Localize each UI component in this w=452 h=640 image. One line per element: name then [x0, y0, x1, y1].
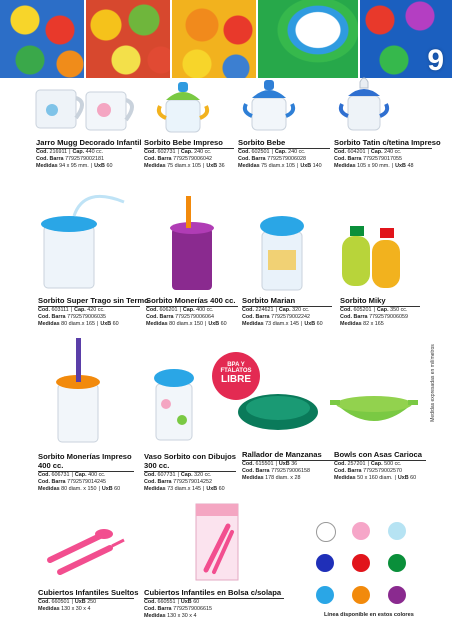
- color-swatch: [352, 554, 370, 572]
- product-measures-line: Medidas 75 diam.x 105 | UxB 140: [238, 163, 322, 169]
- color-swatch: [316, 554, 334, 572]
- badge-line-2: FTALATOS: [220, 368, 252, 374]
- color-swatch: [388, 522, 406, 540]
- product-barcode-line: Cod. Barra 7792579017055: [334, 156, 403, 162]
- monerias-impreso-image: [56, 338, 100, 442]
- product-cod-line: Cod. 607731 | Cap. 320 cc.: [144, 472, 212, 478]
- product-cod-line: Cod. 606731 | Cap. 400 cc.: [38, 472, 106, 478]
- product-barcode-line: Cod. Barra 7792579006615: [144, 606, 213, 612]
- product-title: Sorbito Monerías 400 cc.: [146, 296, 238, 307]
- banner-tile-candy-2: [86, 0, 170, 78]
- product-barcode-line: Cod. Barra 7792579006035: [38, 314, 107, 320]
- color-swatch: [316, 586, 334, 604]
- product-cod-line: Cod. 604201 | Cap. 240 cc.: [334, 149, 402, 155]
- super-trago-image: [41, 196, 124, 288]
- product-super-trago: [38, 296, 149, 328]
- product-jarro: [36, 138, 142, 170]
- sorbito-bebe-image: [245, 80, 293, 130]
- mug-image: [36, 90, 132, 130]
- product-barcode-line: Cod. Barra 7792579006042: [144, 156, 213, 162]
- badge-line-1: BPA Y: [227, 362, 245, 368]
- product-cubiertos-sueltos: [38, 588, 139, 613]
- product-measures-line: Medidas 73 diam.x 145 | UxB 60: [144, 486, 225, 492]
- measures-note-text: Medidas expresadas en milímetros: [430, 344, 436, 422]
- product-monerias-400: [146, 296, 238, 328]
- banner-tile-candy: [0, 0, 84, 78]
- product-sorbito-bebe: [238, 138, 330, 170]
- product-measures-line: Medidas 178 diam. x 28: [242, 475, 301, 481]
- product-barcode-line: Cod. Barra 7792579014252: [144, 479, 213, 485]
- bpa-free-badge: [212, 352, 260, 400]
- header-banner: [0, 0, 452, 78]
- color-swatch: [352, 586, 370, 604]
- banner-tile-plate: [258, 0, 358, 78]
- product-title: Sorbito Super Trago sin Termo: [38, 296, 149, 305]
- product-vaso-dibujos: [144, 452, 236, 493]
- product-title: Sorbito Tatin c/tetina Impreso: [334, 138, 441, 147]
- product-title: Sorbito Bebe Impreso: [144, 138, 234, 149]
- color-swatch: [316, 522, 336, 542]
- product-measures-line: Medidas 80 diam.x 165 | UxB 60: [38, 321, 119, 327]
- product-measures-line: Medidas 80 diam. x 150 | UxB 60: [38, 486, 121, 492]
- measures-note: [424, 330, 436, 440]
- marian-image: [260, 216, 304, 290]
- product-barcode-line: Cod. Barra 7792579006028: [238, 156, 307, 162]
- miky-image: [342, 226, 400, 288]
- cubiertos-bolsa-image: [196, 504, 238, 580]
- product-title: Bowls con Asas Carioca: [334, 450, 426, 461]
- product-cod-line: Cod. 660501 | UxB 250: [38, 599, 97, 605]
- product-cod-line: Cod. 660551 | UxB 60: [144, 599, 200, 605]
- product-cod-line: Cod. 605201 | Cap. 350 cc.: [340, 307, 408, 313]
- product-cod-line: Cod. 606201 | Cap. 400 cc.: [146, 307, 214, 313]
- bowls-image: [330, 396, 418, 421]
- product-measures-line: Medidas 73 diam.x 145 | UxB 60: [242, 321, 323, 327]
- product-measures-line: Medidas 82 x 165: [340, 321, 384, 327]
- product-barcode-line: Cod. Barra 7792579002181: [36, 156, 105, 162]
- banner-tile-candy-3: [172, 0, 256, 78]
- product-bowls: [334, 450, 426, 482]
- product-sorbito-bebe-impreso: [144, 138, 234, 170]
- product-cod-line: Cod. 224621 | Cap. 320 cc.: [242, 307, 310, 313]
- product-barcode-line: Cod. Barra 7792579006158: [242, 468, 311, 474]
- product-cod-line: Cod. 603111 | Cap. 420 cc.: [38, 307, 105, 313]
- product-measures-line: Medidas 105 x 90 mm. | UxB 48: [334, 163, 414, 169]
- product-barcode-line: Cod. Barra 7792579006059: [340, 314, 409, 320]
- badge-line-3: LIBRE: [221, 374, 251, 385]
- product-sorbito-tatin: [334, 138, 441, 170]
- product-barcode-line: Cod. Barra 7792579006064: [146, 314, 215, 320]
- product-cod-line: Cod. 602501 | Cap. 240 cc.: [238, 149, 306, 155]
- monerias-400-image: [170, 196, 214, 290]
- rallador-image: [238, 394, 318, 430]
- product-measures-line: Medidas 80 diam.x 150 | UxB 60: [146, 321, 227, 327]
- product-title: Sorbito Bebe: [238, 138, 330, 149]
- product-cod-line: Cod. 615501 | UxB 36: [242, 461, 298, 467]
- product-measures-line: Medidas 50 x 160 diam. | UxB 60: [334, 475, 417, 481]
- color-swatch: [388, 554, 406, 572]
- product-title: Cubiertos Infantiles Sueltos: [38, 588, 139, 597]
- vaso-dibujos-image: [154, 369, 194, 440]
- product-miky: [340, 296, 420, 328]
- product-title: Cubiertos Infantiles en Bolsa c/solapa: [144, 588, 284, 599]
- colors-caption: Línea disponible en estos colores: [324, 612, 414, 618]
- product-title: Sorbito Miky: [340, 296, 420, 307]
- color-swatch: [352, 522, 370, 540]
- product-title: Sorbito Monerías Impreso 400 cc.: [38, 452, 134, 472]
- product-measures-line: Medidas 130 x 30 x 4: [38, 606, 91, 612]
- product-measures-line: Medidas 75 diam.x 105 | UxB 36: [144, 163, 225, 169]
- product-barcode-line: Cod. Barra 7792579002570: [334, 468, 403, 474]
- product-rallador: [242, 450, 334, 482]
- product-title: Rallador de Manzanas: [242, 450, 334, 461]
- product-monerias-impreso: [38, 452, 134, 493]
- sorbito-bebe-impreso-image: [159, 82, 207, 132]
- product-barcode-line: Cod. Barra 7792579002242: [242, 314, 311, 320]
- product-cod-line: Cod. 257201 | Cap. 500 cc.: [334, 461, 402, 467]
- product-title: Sorbito Marian: [242, 296, 332, 307]
- product-measures-line: Medidas 94 x 95 mm. | UxB 60: [36, 163, 113, 169]
- product-marian: [242, 296, 332, 328]
- sorbito-tatin-image: [341, 78, 387, 130]
- product-cod-line: Cod. 216911 | Cap. 440 cc.: [36, 149, 104, 155]
- page-number: 9: [427, 44, 444, 77]
- product-barcode-line: Cod. Barra 7792579014245: [38, 479, 107, 485]
- product-title: Jarro Mugg Decorado Infantil: [36, 138, 142, 147]
- product-cubiertos-bolsa: [144, 588, 284, 620]
- product-title: Vaso Sorbito con Dibujos 300 cc.: [144, 452, 236, 470]
- cubiertos-sueltos-image: [50, 529, 124, 572]
- color-swatch: [388, 586, 406, 604]
- product-measures-line: Medidas 130 x 30 x 4: [144, 613, 197, 619]
- product-cod-line: Cod. 602731 | Cap. 240 cc.: [144, 149, 212, 155]
